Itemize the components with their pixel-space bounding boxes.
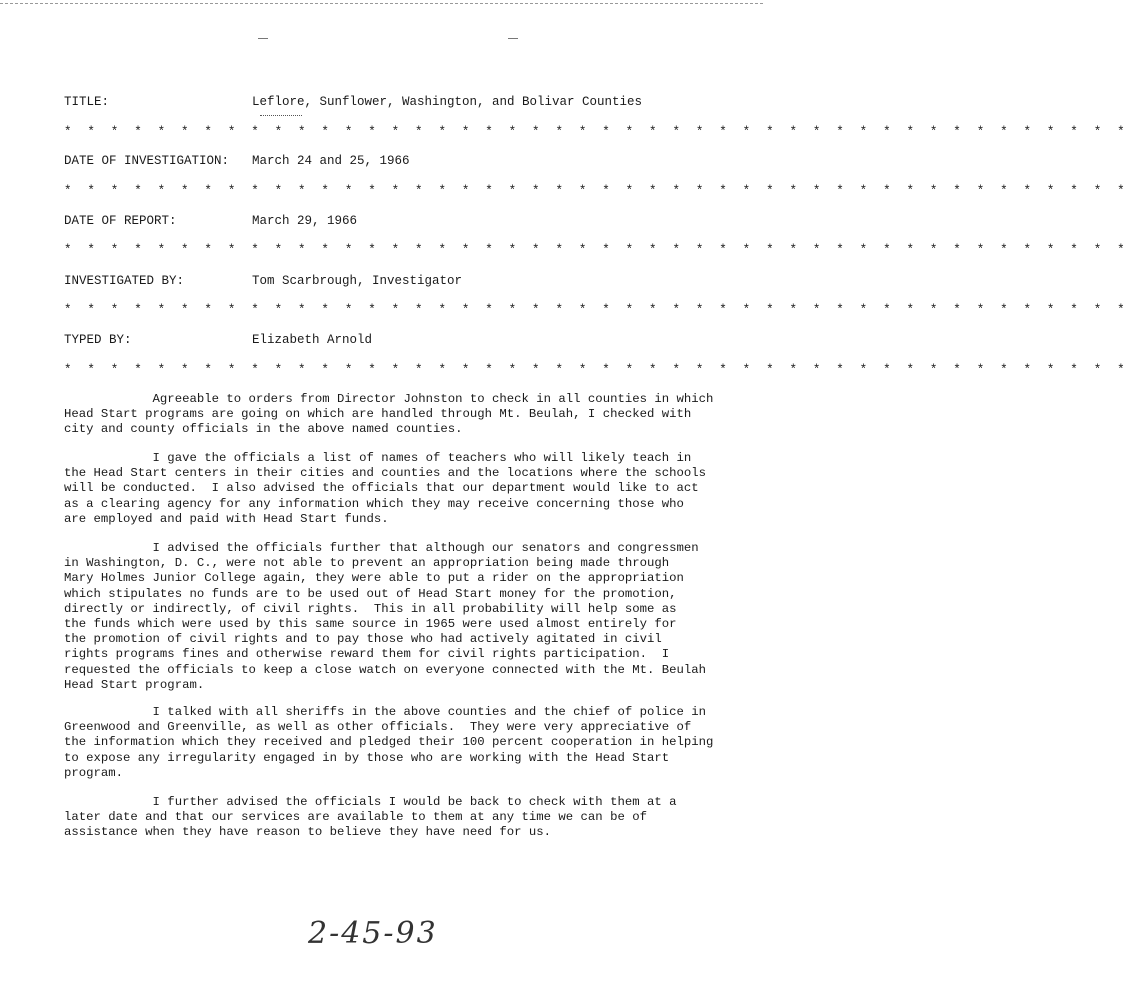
investigated-by-row <box>64 273 462 289</box>
date-of-report-row <box>64 213 357 229</box>
date-of-investigation-label: DATE OF INVESTIGATION: <box>64 154 230 168</box>
paragraph-4: I talked with all sheriffs in the above counties and the chief of police in Greenwood and Greenville, as well as other officials. They were very appreciative of the information which they received and pledged their 100 percent cooperation in helping to expose any irregularity engaged in by those who are working with the Head Start program. <box>64 705 714 780</box>
separator-2: * * * * * * * * * * * * * * * * * * * * * * * * * * * * * * * * * * * * * * * * * * * * * * <box>64 184 1129 198</box>
title-label: TITLE: <box>64 95 110 109</box>
underline-mark <box>260 112 302 116</box>
typed-by-value: Elizabeth Arnold <box>252 333 373 347</box>
punch-mark-right <box>508 38 518 39</box>
paragraph-2: I gave the officials a list of names of teachers who will likely teach in the Head Start centers in their cities and counties and the locations where the schools will be conducted. I also advised the officials that our department would like to act as a clearing agency for any information which they may receive concerning those who are employed and paid with Head Start funds. <box>64 451 707 526</box>
investigated-by-value: Tom Scarbrough, Investigator <box>252 274 463 288</box>
date-of-report-label: DATE OF REPORT: <box>64 214 177 228</box>
top-edge-rule <box>0 3 763 4</box>
date-of-report-value: March 29, 1966 <box>252 214 358 228</box>
punch-mark-left <box>258 38 268 39</box>
separator-3: * * * * * * * * * * * * * * * * * * * * * * * * * * * * * * * * * * * * * * * * * * * * * * <box>64 243 1129 257</box>
title-value: Leflore, Sunflower, Washington, and Bolivar Counties <box>252 95 643 109</box>
paragraph-3: I advised the officials further that although our senators and congressmen in Washington, D. C., were not able to prevent an appropriation being made through Mary Holmes Junior College again, they were able to put a rider on the appropriation which stipulates no funds are to be used out of Head Start money for the promotion, directly or indirectly, of civil rights. This in all probability will help some as the funds which were used by this same source in 1965 were used almost entirely for the promotion of civil rights and to pay those who had actively agitated in civil rights programs fines and otherwise reward them for civil rights participation. I requested the officials to keep a close watch on everyone connected with the Mt. Beulah Head Start program. <box>64 541 707 692</box>
investigated-by-label: INVESTIGATED BY: <box>64 274 185 288</box>
paragraph-5: I further advised the officials I would be back to check with them at a later date and that our services are available to them at any time we can be of assistance when they have reason to believe they have need for us. <box>64 795 677 840</box>
separator-1: * * * * * * * * * * * * * * * * * * * * * * * * * * * * * * * * * * * * * * * * * * * * * * <box>64 125 1129 139</box>
date-of-investigation-value: March 24 and 25, 1966 <box>252 154 410 168</box>
separator-4: * * * * * * * * * * * * * * * * * * * * * * * * * * * * * * * * * * * * * * * * * * * * * * <box>64 303 1129 317</box>
handwritten-document-number: 2-45-93 <box>308 916 438 951</box>
typed-by-label: TYPED BY: <box>64 333 132 347</box>
paragraph-1: Agreeable to orders from Director Johnston to check in all counties in which Head Start programs are going on which are handled through Mt. Beulah, I checked with city and county officials in the above named counties. <box>64 392 714 437</box>
title-row <box>64 94 642 110</box>
date-of-investigation-row <box>64 153 410 169</box>
separator-5: * * * * * * * * * * * * * * * * * * * * * * * * * * * * * * * * * * * * * * * * * * * * * * <box>64 363 1129 377</box>
typed-by-row <box>64 332 372 348</box>
